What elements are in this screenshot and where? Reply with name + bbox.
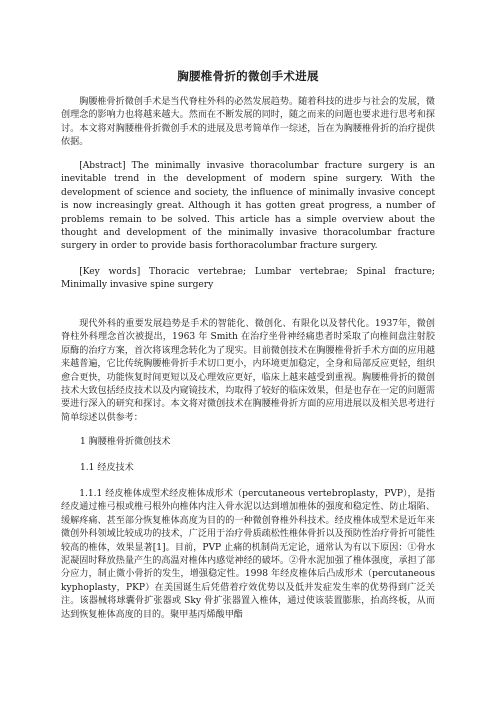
paragraph-1-1-1-text: 1.1.1 经皮椎体成型术经皮椎体成形术（percutaneous vertebroplasty，PVP），是指经皮通过椎弓根或椎弓根外向椎体内注入骨水泥以达到增加椎体的强度和稳定性、防止塌陷、缓解疼痛、甚至部分恢复椎体高度为目的的一种微创脊椎外科技术。经皮椎体成型术是近年来微创外科领域比较成功的技术，广泛用于治疗骨质疏松性椎体骨折以及预防性治疗骨折可能性较高的椎体，效果显著[1]。目前，PVP 止痛的机制尚无定论，通常认为有以下原因：①骨水泥凝固时释放热量产生的高温对椎体内感觉神经的破坏。②骨水泥加强了椎体强度，承担了部分应力，制止微小骨折的发生，增强稳定性。1998 年经皮椎体后凸成形术（percutaneous kyphoplasty，PKP）在美国诞生后凭借着疗效优势以及低并发症发生率的优势得到广泛关注。该器械将球囊骨扩张器或 Sky 骨扩张器置入椎体，通过使该装置膨胀，抬高终板，从而达到恢复椎体高度的目的。聚甲基丙烯酸甲酯 [61, 489, 435, 620]
introduction [61, 318, 435, 425]
keywords [61, 266, 435, 293]
section-heading-1: 1 胸腰椎骨折微创技术 [80, 437, 171, 447]
introduction-text: 现代外科的重要发展趋势是手术的智能化、微创化、有限化以及替代化。1937年，微创脊柱外科理念首次被提出，1963 年 Smith 在治疗坐骨神经痛患者时采取了向椎间盘注射胶原酶的治疗方案，首次将该理念转化为了现实。目前微创技术在胸腰椎骨折手术方面的应用越来越普遍，它比传统胸腰椎骨折手术切口更小，内环境更加稳定，全身和局部反应更轻，组织愈合更快，功能恢复时间更短以及心理效应更好，临床上越来越受到重视。胸腰椎骨折的微创技术大致包括经皮技术以及内窥镜技术，均取得了较好的临床效果，但是也存在一定的问题需要进行深入的研究和探讨。本文将对微创技术在胸腰椎骨折方面的应用进展以及相关思考进行简单综述以供参考： [61, 319, 435, 423]
abstract-en-text: [Abstract] The minimally invasive thoracolumbar fracture surgery is an inevitable trend in the development of modern spine surgery. With the development of science and society, the influence of minimally invasive concept is now increasingly great. Although it has gotten great progress, a number of problems remain to be solved. This article has a simple overview about the thought and development of the minimally invasive thoracolumbar fracture surgery in order to provide basis forthoracolumbar fracture surgery. [61, 161, 435, 252]
keywords-text: [Key words] Thoracic vertebrae; Lumbar vertebrae; Spinal fracture; Minimally invasive spine surgery [61, 267, 435, 291]
abstract-cn-text: 胸腰椎骨折微创手术是当代脊柱外科的必然发展趋势。随着科技的进步与社会的发展，微创理念的影响力也将越来越大。然而在不断发展的同时，随之而来的问题也要求进行思考和探讨。本文将对胸腰椎骨折微创手术的进展及思考简单作一综述，旨在为胸腰椎骨折的治疗提供依据。 [61, 97, 435, 148]
document-title: 胸腰椎骨折的微创手术进展 [177, 69, 319, 83]
section-heading-1-1: 1.1 经皮技术 [80, 463, 134, 473]
abstract-english [61, 160, 435, 254]
abstract-chinese [61, 96, 435, 150]
paragraph-1-1-1 [61, 488, 435, 622]
